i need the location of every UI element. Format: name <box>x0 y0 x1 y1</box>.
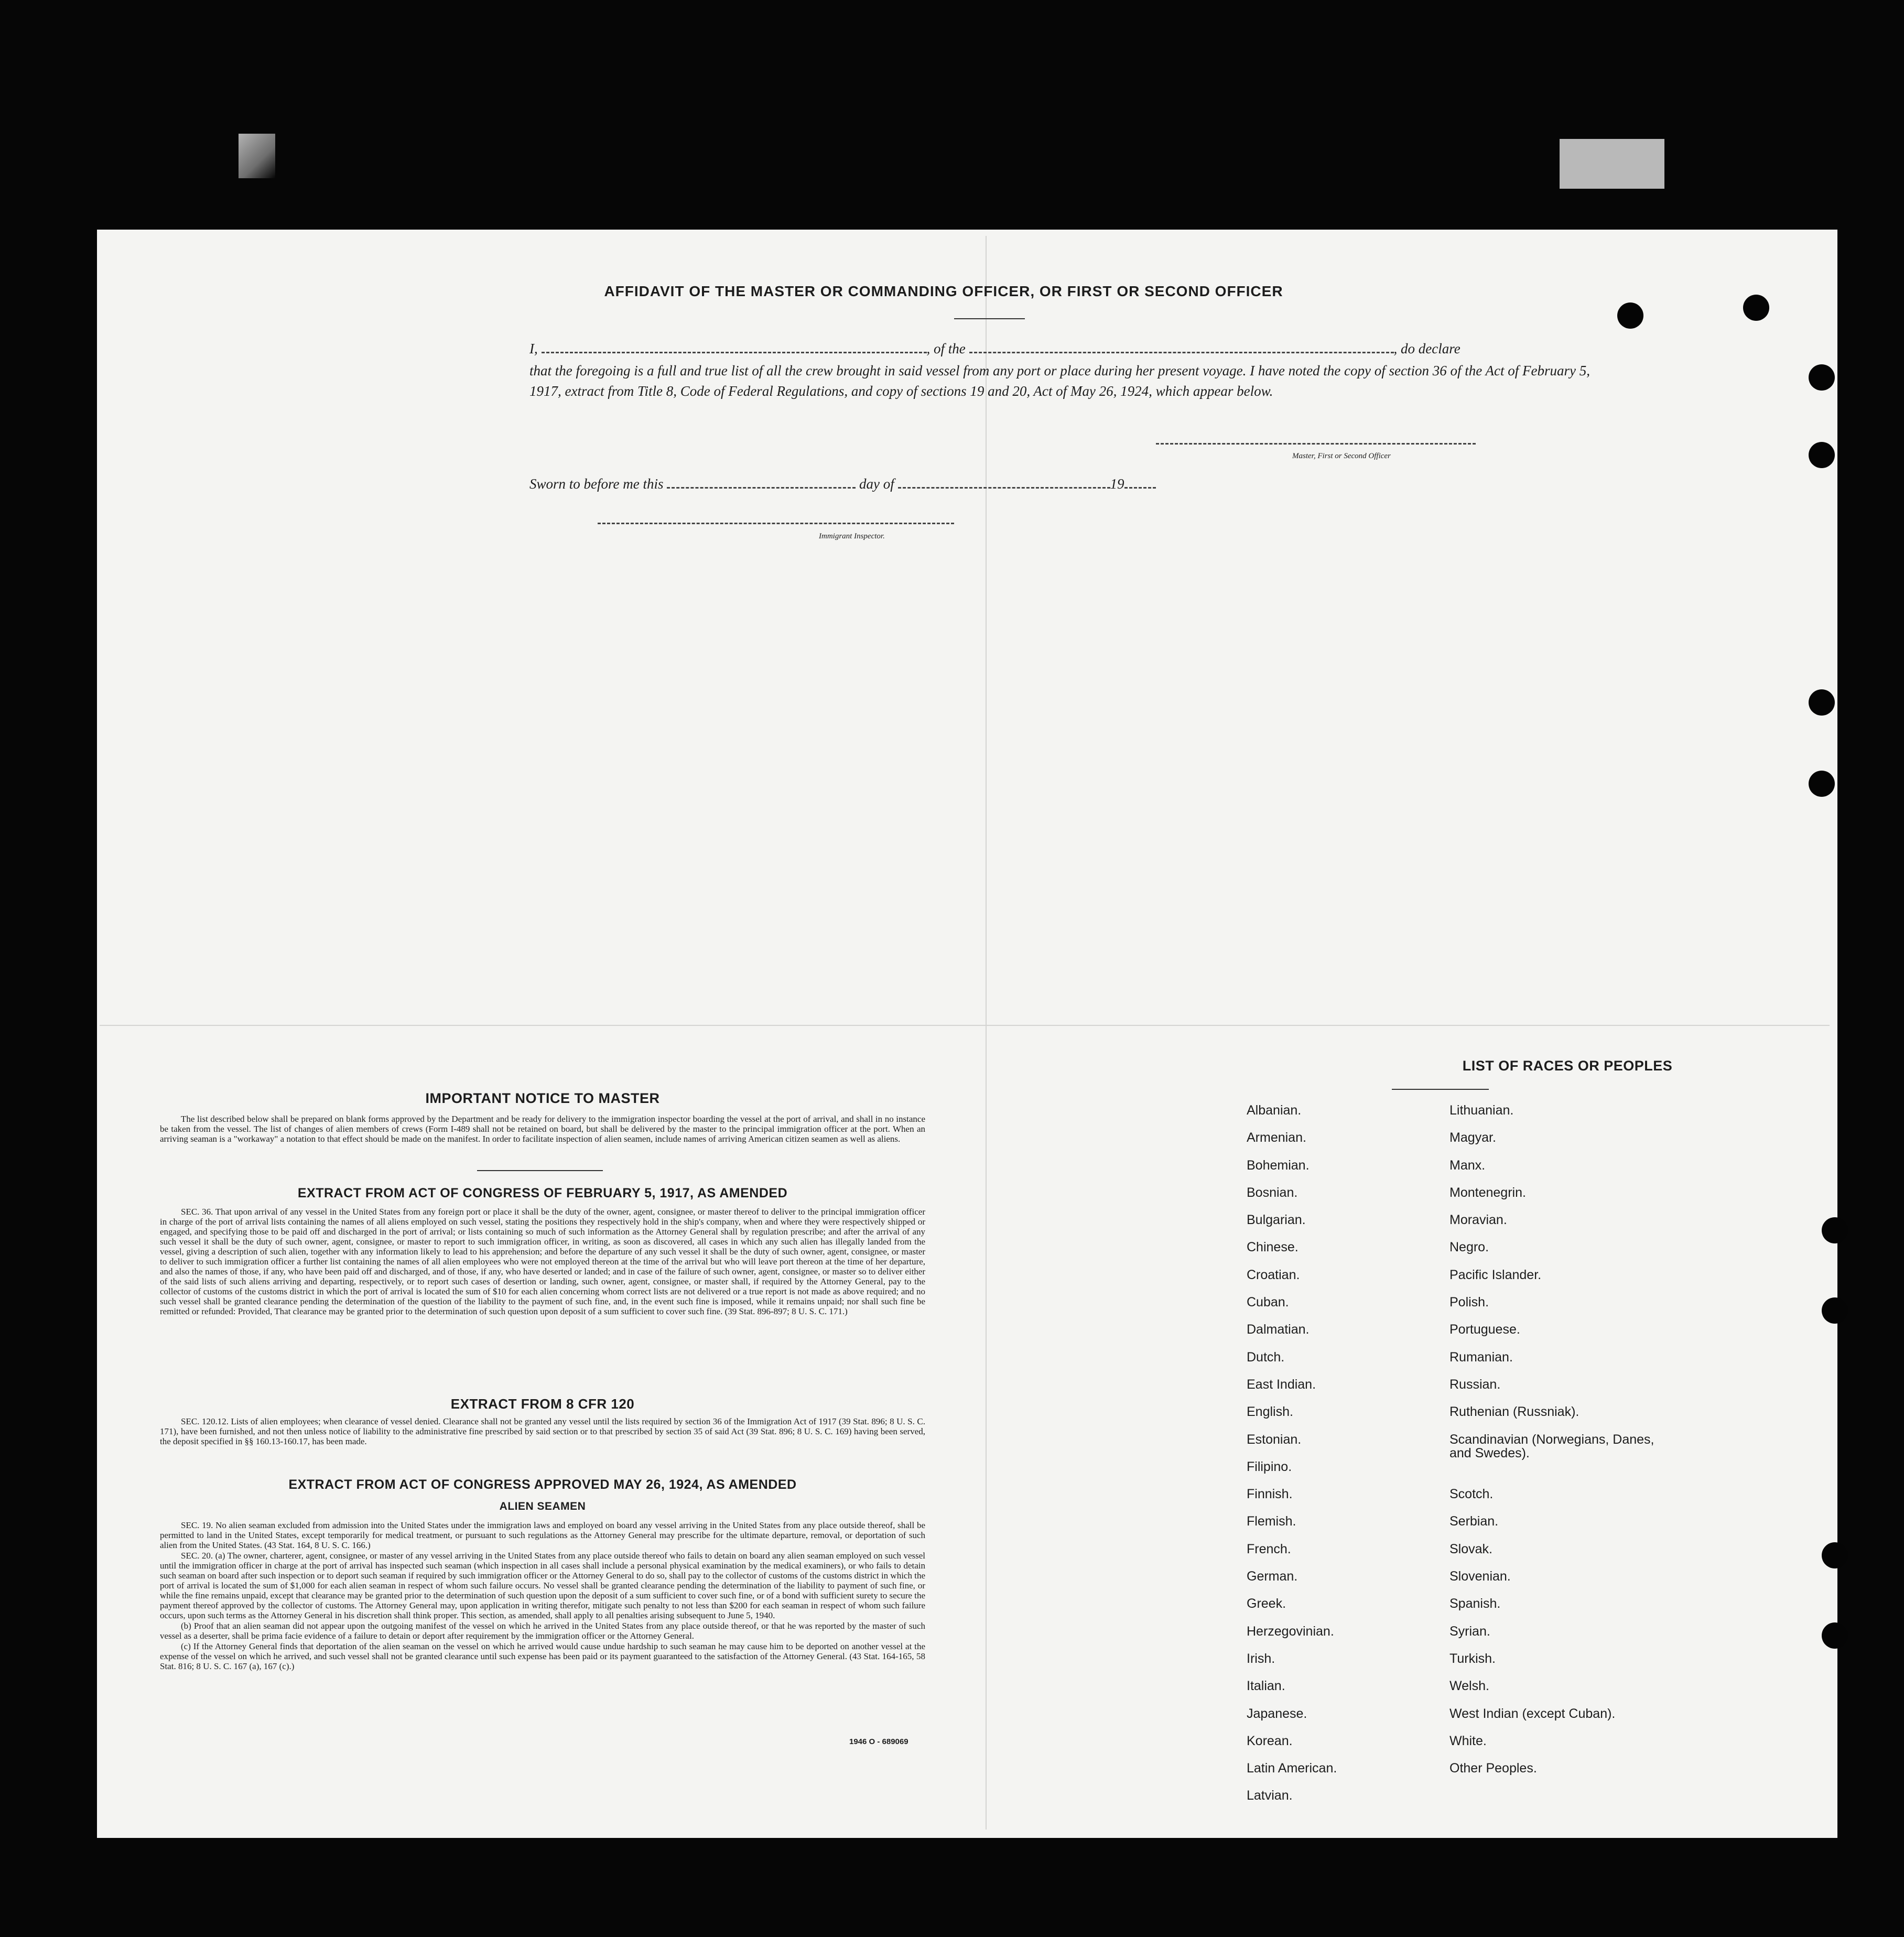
race-item: Welsh. <box>1449 1679 1489 1694</box>
fold-line-vertical <box>986 236 987 1830</box>
race-item: Latin American. <box>1247 1761 1337 1776</box>
race-item: Moravian. <box>1449 1213 1507 1228</box>
race-item: Croatian. <box>1247 1267 1300 1282</box>
punch-hole <box>1822 1622 1848 1649</box>
race-item: Slovenian. <box>1449 1569 1511 1584</box>
day-of-label: day of <box>859 476 894 492</box>
race-item: Bosnian. <box>1247 1185 1298 1200</box>
races-title: LIST OF RACES OR PEOPLES <box>1462 1058 1673 1074</box>
master-caption: Master, First or Second Officer <box>1292 452 1391 460</box>
race-item: Albanian. <box>1247 1103 1302 1118</box>
race-item: Polish. <box>1449 1295 1489 1310</box>
race-item: Pacific Islander. <box>1449 1267 1542 1282</box>
race-item: Ruthenian (Russniak). <box>1449 1404 1580 1420</box>
race-item: Greek. <box>1247 1596 1286 1611</box>
vessel-label: , of the <box>926 341 966 356</box>
section-rule <box>477 1170 603 1171</box>
sworn-month-blank[interactable] <box>898 483 1110 489</box>
race-item: Irish. <box>1247 1651 1275 1666</box>
race-item: West Indian (except Cuban). <box>1449 1706 1616 1721</box>
race-item: Dalmatian. <box>1247 1322 1310 1337</box>
race-item: Herzegovinian. <box>1247 1624 1334 1639</box>
race-item: Flemish. <box>1247 1514 1296 1529</box>
race-item: French. <box>1247 1541 1291 1556</box>
race-item: Rumanian. <box>1449 1349 1513 1365</box>
section-20b-paragraph: (b) Proof that an alien seaman did not appear upon the outgoing manifest of the vessel on which he arrived in the United States from any place outside thereof, or that he was reported by the master of such vessel as a deserter, shall be prima facie evidence of a failure to detain or deport after requirement by the immigration officer or the Attorney General. <box>160 1621 925 1641</box>
race-item: Serbian. <box>1449 1514 1499 1529</box>
scan-edge-mark <box>239 134 275 178</box>
race-item: Spanish. <box>1449 1596 1501 1611</box>
extract-cfr-heading: EXTRACT FROM 8 CFR 120 <box>450 1396 635 1412</box>
race-item: Montenegrin. <box>1449 1185 1526 1200</box>
race-item: Japanese. <box>1247 1706 1307 1721</box>
alien-seamen-subheading: ALIEN SEAMEN <box>499 1500 586 1512</box>
race-item: Lithuanian. <box>1449 1103 1514 1118</box>
extract-1924-heading: EXTRACT FROM ACT OF CONGRESS APPROVED MAY 26, 1924, AS AMENDED <box>288 1477 797 1492</box>
race-item: English. <box>1247 1404 1293 1420</box>
race-item: Portuguese. <box>1449 1322 1520 1337</box>
race-item: Italian. <box>1247 1679 1285 1694</box>
sworn-line <box>529 476 1156 492</box>
punch-hole <box>1809 364 1835 391</box>
section-20a-paragraph: SEC. 20. (a) The owner, charterer, agent, consignee, or master of any vessel arriving in the United States from any place outside thereof who fails to detain on board any alien seaman employed on such vessel until the immigration officer in charge at the port of arrival has inspected such seaman (which inspection in all cases shall include a personal physical examination by the medical examiners), or who fails to detain such seaman on board after such inspection or to deport such seaman if required by such immigration officer or the Attorney General to do so, shall pay to the collector of customs of the customs district in which the port of arrival is located the sum of $1,000 for each alien seaman in respect of whom such failure occurs. No vessel shall be granted clearance pending the determination of the liability to payment of such fine, or while the fine remains unpaid, except that clearance may be granted prior to the determination of such question upon the deposit of a sum sufficient to cover such fine, or of a bond with sufficient surety to secure the payment thereof approved by the collector of customs. The Attorney General may, upon application in writing therefor, mitigate such penalty to not less than $200 for each seaman in respect of whom such failure occurs, upon such terms as the Attorney General in his discretion shall think proper. This section, as amended, shall apply to all penalties arising subsequent to June 5, 1940. <box>160 1551 925 1620</box>
race-item: Magyar. <box>1449 1130 1496 1145</box>
race-item: Cuban. <box>1247 1295 1289 1310</box>
sworn-label: Sworn to before me this <box>529 476 664 492</box>
title-rule <box>954 318 1025 319</box>
race-item: East Indian. <box>1247 1377 1316 1392</box>
punch-hole <box>1822 1217 1848 1243</box>
year-prefix: 19 <box>1110 476 1124 492</box>
inspector-caption: Immigrant Inspector. <box>819 532 885 540</box>
extract-1917-text <box>160 1207 925 1317</box>
race-item: Bulgarian. <box>1247 1213 1306 1228</box>
declarant-label: I, <box>529 341 538 356</box>
punch-hole <box>1617 302 1643 329</box>
extract-1924-text <box>160 1520 925 1672</box>
race-item: Syrian. <box>1449 1624 1490 1639</box>
scan-label-patch <box>1560 139 1664 189</box>
section-20c-paragraph: (c) If the Attorney General finds that deportation of the alien seaman on the vessel on which he arrived would cause undue hardship to such seaman he may cause him to be deported on another vessel at the expense of the vessel on which he arrived, and such vessel shall not be granted clearance until such expense has been paid or its payment guaranteed to the satisfaction of the Attorney General. (43 Stat. 164-165, 58 Stat. 816; 8 U. S. C. 167 (a), 167 (c).) <box>160 1641 925 1671</box>
affidavit-body: that the foregoing is a full and true list of all the crew brought in said vessel from any port or place during her present voyage. I have noted the copy of section 36 of the Act of February 5, 1917, extract from Title 8, Code of Federal Regulations, and copy of sections 19 and 20, Act of May 26, 1924, which appear below. <box>529 363 1590 399</box>
punch-hole <box>1822 1542 1848 1568</box>
race-item: Other Peoples. <box>1449 1761 1537 1776</box>
race-item: Negro. <box>1449 1240 1489 1255</box>
race-item: Dutch. <box>1247 1349 1285 1365</box>
sworn-day-blank[interactable] <box>667 483 856 489</box>
race-item: Manx. <box>1449 1157 1486 1173</box>
fold-line-horizontal <box>100 1025 1830 1026</box>
races-rule <box>1392 1089 1489 1090</box>
race-item: Finnish. <box>1247 1487 1293 1502</box>
punch-hole <box>1809 442 1835 468</box>
notice-heading: IMPORTANT NOTICE TO MASTER <box>425 1090 660 1106</box>
race-item: Russian. <box>1449 1377 1501 1392</box>
punch-hole <box>1743 295 1769 321</box>
punch-hole <box>1822 1297 1848 1324</box>
race-item: Slovak. <box>1449 1541 1492 1556</box>
notice-paragraph: The list described below shall be prepared on blank forms approved by the Department and be ready for delivery to the immigration inspector boarding the vessel at the port of arrival, and shall in no instance be taken from the vessel. The list of changes of alien members of crews (Form I-489 shall not be retained on board, but shall be delivered by the master to the principal immigration officer at the port. When an arriving seaman is a "workaway" a notation to that effect should be made on the manifest. In order to facilitate inspection of alien seamen, include names of arriving American citizen seamen as well as aliens. <box>160 1114 925 1144</box>
race-item <box>1449 1460 1659 1487</box>
section-19-paragraph: SEC. 19. No alien seaman excluded from admission into the United States under the immigration laws and employed on board any vessel arriving in the United States from any place outside thereof, shall be permitted to land in the United States, except temporarily for medical treatment, or pursuant to such regulations as the Attorney General may prescribe for the ultimate departure, removal, or deportation of such alien from the United States. (43 Stat. 164, 8 U. S. C. 166.) <box>160 1520 925 1550</box>
declarant-name-blank[interactable] <box>542 348 927 353</box>
affidavit-first-line <box>529 341 1461 357</box>
race-item: Scandinavian (Norwegians, Danes, and Swedes). <box>1449 1432 1654 1460</box>
race-item: Bohemian. <box>1247 1157 1310 1173</box>
race-item: Latvian. <box>1247 1788 1293 1803</box>
vessel-name-blank[interactable] <box>969 348 1394 353</box>
punch-hole <box>1809 689 1835 716</box>
race-item: Armenian. <box>1247 1130 1306 1145</box>
notice-text <box>160 1114 925 1144</box>
race-item: German. <box>1247 1569 1298 1584</box>
race-item: Turkish. <box>1449 1651 1496 1666</box>
cfr-paragraph: SEC. 120.12. Lists of alien employees; when clearance of vessel denied. Clearance shall not be granted any vessel until the lists required by section 36 of the Immigration Act of 1917 (39 Stat. 896; 8 U. S. C. 171), have been furnished, and not then unless notice of liability to the administrative fine prescribed by said section or to that prescribed by section 35 of said Act (39 Stat. 896; 8 U. S. C. 169) having been served, the deposit specified in §§ 160.13-160.17, has been made. <box>160 1416 925 1446</box>
race-item: Chinese. <box>1247 1240 1299 1255</box>
race-item: Scotch. <box>1449 1487 1494 1502</box>
race-item: Korean. <box>1247 1733 1293 1748</box>
race-item <box>1449 1789 1659 1816</box>
declare-label: , do declare <box>1393 341 1461 356</box>
print-code: 1946 O - 689069 <box>849 1737 908 1746</box>
race-item: Filipino. <box>1247 1459 1292 1474</box>
extract-1917-heading: EXTRACT FROM ACT OF CONGRESS OF FEBRUARY 5, 1917, AS AMENDED <box>297 1186 788 1200</box>
sworn-year-blank[interactable] <box>1124 483 1156 489</box>
section-36-paragraph: SEC. 36. That upon arrival of any vessel in the United States from any foreign port or place it shall be the duty of the owner, agent, consignee, or master thereof to deliver to the principal immigration officer in charge of the port of arrival lists containing the names of all aliens employed on such vessel, stating the positions they respectively hold in the ship's company, when and where they were respectively shipped or engaged, and specifying those to be paid off and discharged in the port of arrival; or lists containing so much of such information as the Attorney General shall by regulation prescribe; and after the arrival of any such vessel it shall be the duty of such owner, agent, consignee, or master to report to such immigration officer, in writing, as soon as discovered, all cases in which any such alien has illegally landed from the vessel, giving a description of such alien, together with any information likely to lead to his apprehension; and before the departure of any such vessel it shall be the duty of such owner, agent, consignee, or master to deliver to such immigration officer a further list containing the names of all alien employees who were not employed thereon at the time of the arrival but who will leave port thereon at the time of her departure, and also the names of those, if any, who have been paid off and discharged, and of those, if any, who have deserted or landed; and in case of the failure of such owner, agent, consignee, or master so to deliver either of the said lists of such aliens arriving and departing, respectively, or to report such cases of desertion or landing, such owner, agent, consignee, or master shall, if required by the Attorney General, pay to the collector of customs of the customs district in which the port of arrival is located the sum of $10 for each alien concerning whom correct lists are not delivered or a true report is not made as above required; and no such vessel shall be granted clearance pending the determination of the question of the liability to the payment of such fine, and, in the event such fine is imposed, while it remains unpaid; nor shall such fine be remitted or refunded: Provided, That clearance may be granted prior to the determination of such question upon deposit of a sum sufficient to cover such fine. (39 Stat. 896-897; 8 U. S. C. 171.) <box>160 1207 925 1316</box>
affidavit-title: AFFIDAVIT OF THE MASTER OR COMMANDING OFFICER, OR FIRST OR SECOND OFFICER <box>604 283 1283 299</box>
race-item: White. <box>1449 1733 1487 1748</box>
extract-cfr-text <box>160 1416 925 1447</box>
races-left-column <box>1247 1103 1435 1816</box>
inspector-signature-line[interactable] <box>598 523 954 524</box>
master-signature-line[interactable] <box>1156 443 1476 445</box>
races-right-column <box>1449 1103 1659 1816</box>
punch-hole <box>1809 771 1835 797</box>
race-item: Estonian. <box>1247 1432 1302 1447</box>
